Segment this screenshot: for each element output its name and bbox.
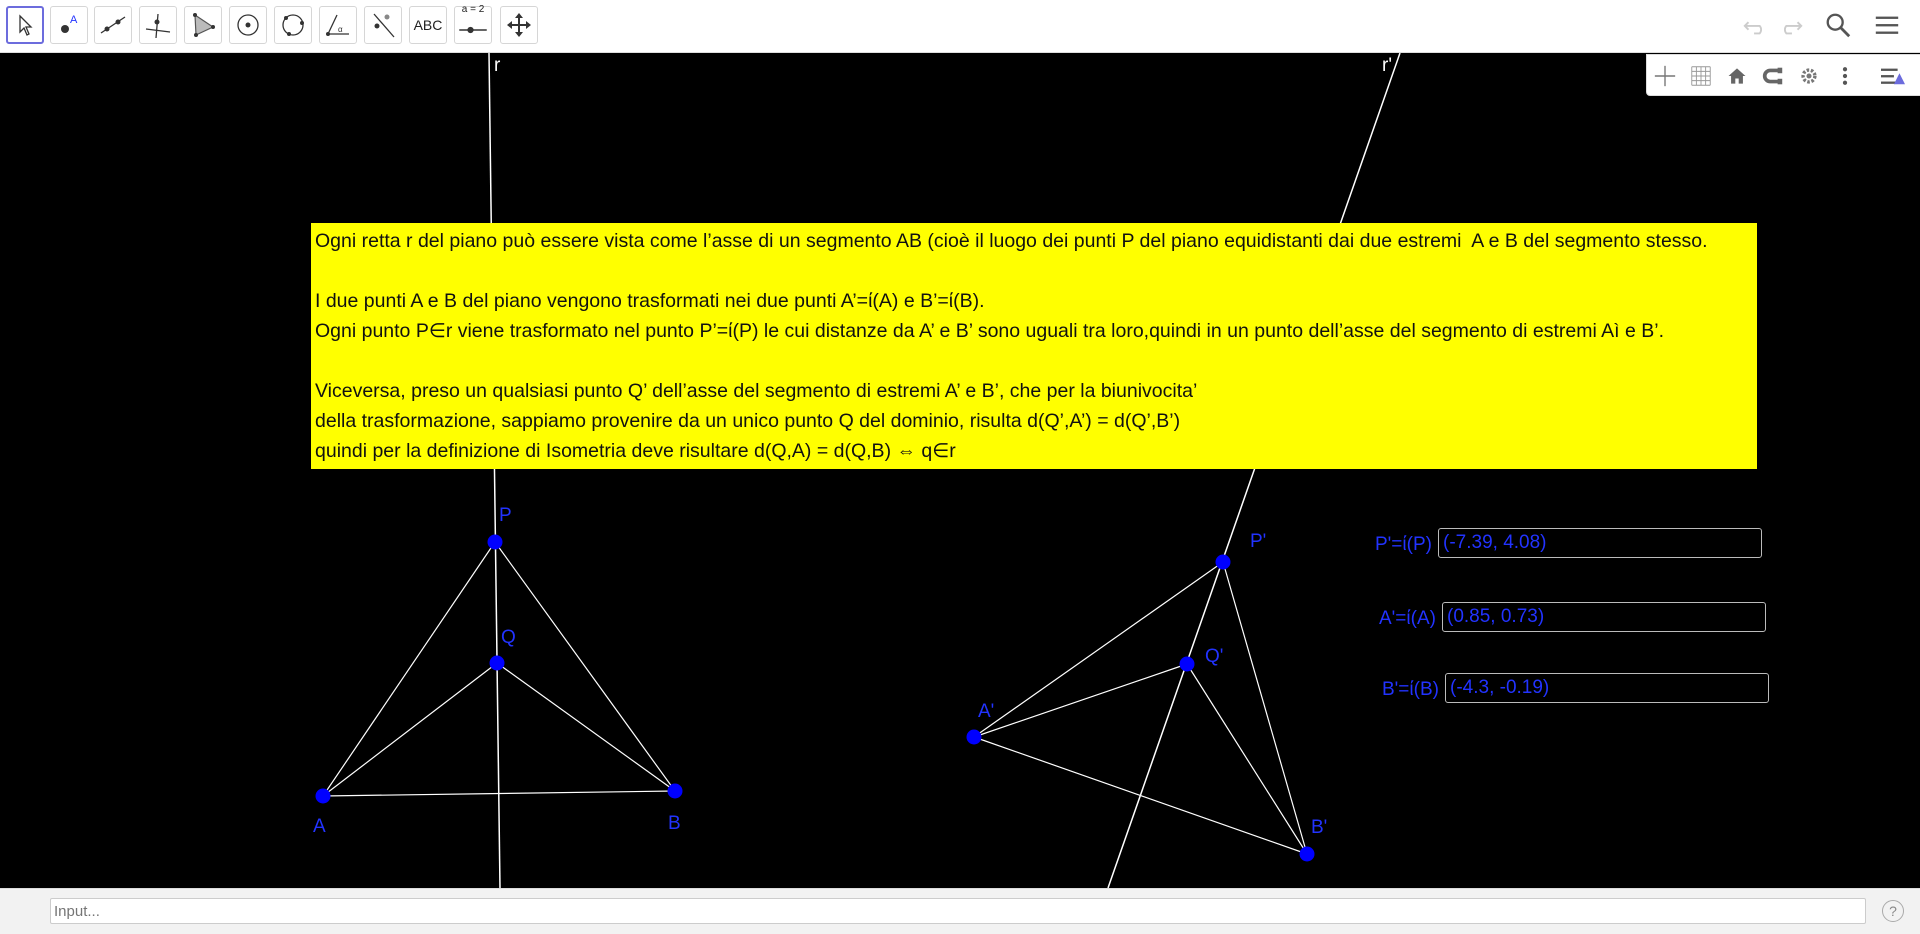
menu-icon[interactable] — [1872, 10, 1902, 40]
conic-tool[interactable] — [274, 6, 312, 44]
angle-tool[interactable] — [319, 6, 357, 44]
point-b-prime[interactable] — [1300, 847, 1315, 862]
axes-icon[interactable] — [1651, 63, 1679, 89]
style-bar-toggle-icon[interactable] — [1879, 63, 1907, 89]
move-graphics-tool[interactable] — [500, 6, 538, 44]
angle-icon — [323, 10, 353, 40]
move-tool[interactable] — [6, 6, 44, 44]
search-icon[interactable] — [1823, 10, 1853, 40]
segment-a2b2[interactable] — [974, 737, 1307, 854]
textbox-line-1: Ogni retta r del piano può essere vista come l’asse di un segmento AB (cioè il luogo dei punti P del piano equidistanti dai due estremi A e B del segmento stesso. — [315, 230, 1708, 252]
textbox-line-7: della trasformazione, sappiamo provenire da un unico punto Q del dominio, risulta d(Q’,A’) = d(Q’,B’) — [315, 410, 1181, 432]
point-q-prime[interactable] — [1180, 657, 1195, 672]
algebra-input-field[interactable] — [50, 898, 1866, 924]
point-q-prime-label: Q' — [1205, 646, 1224, 667]
point-a-prime-label: A' — [978, 701, 995, 722]
help-icon[interactable]: ? — [1882, 900, 1904, 922]
settings-icon[interactable] — [1795, 63, 1823, 89]
textbox-line-8: quindi per la definizione di Isometria deve risultare d(Q,A) = d(Q,B) ⇔ q∈r — [315, 440, 956, 462]
undo-icon[interactable] — [1740, 10, 1770, 40]
polygon-tool[interactable] — [184, 6, 222, 44]
home-icon[interactable] — [1723, 63, 1751, 89]
b-image-inputbox[interactable]: (-4.3, -0.19) — [1445, 673, 1769, 703]
b-image-label: B'=ί(B) — [1382, 679, 1439, 700]
reflect-line-icon — [368, 10, 398, 40]
segment-q2a2[interactable] — [974, 664, 1187, 737]
line-r-prime[interactable] — [1108, 53, 1400, 888]
svg-text:A: A — [70, 14, 78, 26]
toolbar — [0, 0, 1920, 53]
line-r-label: r — [494, 55, 501, 76]
textbox-line-6: Viceversa, preso un qualsiasi punto Q’ dell’asse del segmento di estremi A’ e B’, che per la biunivocita’ — [315, 380, 1198, 402]
point-p-prime-label: P' — [1250, 531, 1267, 552]
arrow-pointer-icon — [10, 10, 40, 40]
slider-tool[interactable] — [454, 6, 492, 44]
point-a-prime[interactable] — [967, 730, 982, 745]
point-b[interactable] — [668, 784, 683, 799]
p-image-inputbox[interactable]: (-7.39, 4.08) — [1438, 528, 1762, 558]
reflect-tool[interactable] — [364, 6, 402, 44]
textbox-line-2 — [315, 256, 1753, 286]
line-r[interactable] — [489, 53, 500, 888]
perpendicular-icon — [143, 10, 173, 40]
graphics-style-bar — [1646, 54, 1920, 96]
line-r-prime-label: r' — [1382, 55, 1392, 76]
perpendicular-line-tool[interactable] — [139, 6, 177, 44]
redo-icon[interactable] — [1776, 10, 1806, 40]
segment-q2b2[interactable] — [1187, 664, 1307, 854]
svg-text:α: α — [338, 25, 343, 34]
point-p-prime[interactable] — [1216, 555, 1231, 570]
text-tool[interactable] — [409, 6, 447, 44]
point-tool[interactable] — [50, 6, 88, 44]
point-q-label: Q — [501, 627, 516, 648]
text-icon: ABC — [413, 17, 443, 33]
line-through-points-icon — [98, 10, 128, 40]
grid-icon[interactable] — [1687, 63, 1715, 89]
more-icon[interactable] — [1831, 63, 1859, 89]
slider-icon: a = 2 — [458, 5, 488, 45]
point-b-label: B — [668, 813, 681, 834]
algebra-input-bar — [0, 888, 1920, 934]
segment-p2b2[interactable] — [1223, 562, 1307, 854]
explanation-textbox[interactable] — [311, 223, 1757, 469]
segment-qb[interactable] — [497, 663, 675, 791]
circle-tool[interactable] — [229, 6, 267, 44]
segment-qa[interactable] — [323, 663, 497, 796]
line-tool[interactable] — [94, 6, 132, 44]
point-capturing-icon[interactable] — [1759, 63, 1787, 89]
graphics-view[interactable] — [0, 53, 1920, 888]
segment-pb[interactable] — [495, 542, 675, 791]
segment-p2a2[interactable] — [974, 562, 1223, 737]
p-image-label: P'=ί(P) — [1375, 534, 1432, 555]
a-image-label: A'=ί(A) — [1379, 608, 1436, 629]
polygon-icon — [188, 10, 218, 40]
point-p-label: P — [499, 505, 512, 526]
construction-canvas — [0, 53, 1920, 888]
textbox-line-5 — [315, 346, 1753, 376]
circle-three-points-icon — [278, 10, 308, 40]
point-b-prime-label: B' — [1311, 817, 1328, 838]
point-p[interactable] — [488, 535, 503, 550]
segment-pa[interactable] — [323, 542, 495, 796]
point-a[interactable] — [316, 789, 331, 804]
point-q[interactable] — [490, 656, 505, 671]
move-arrows-icon — [504, 10, 534, 40]
point-icon — [54, 10, 84, 40]
circle-center-icon — [233, 10, 263, 40]
textbox-line-4: Ogni punto P∈r viene trasformato nel punto P’=ί(P) le cui distanze da A’ e B’ sono uguali tra loro,quindi in un punto dell’asse del segmento di estremi Aì e B’. — [315, 320, 1664, 342]
a-image-inputbox[interactable]: (0.85, 0.73) — [1442, 602, 1766, 632]
point-a-label: A — [313, 816, 326, 837]
textbox-line-3: I due punti A e B del piano vengono trasformati nei due punti A’=ί(A) e B’=ί(B). — [315, 290, 985, 312]
